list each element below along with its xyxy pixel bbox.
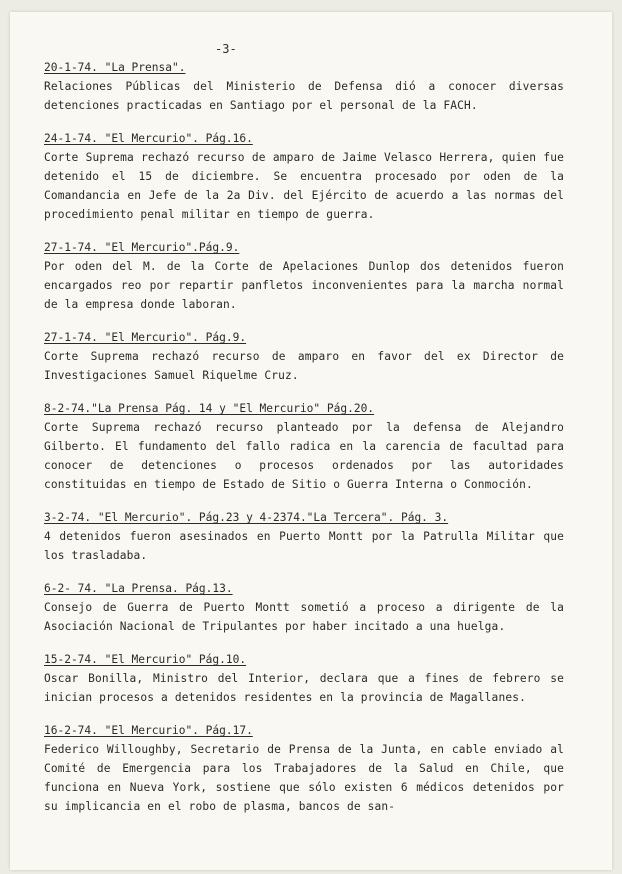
- document-page: [10, 12, 612, 870]
- page-number: -3-: [215, 42, 237, 56]
- entry-body: Corte Suprema rechazó recurso planteado por la defensa de Alejandro Gilberto. El fundamento del fallo radica en la carencia de facultad para conocer de detenciones o procesos ordenados por las autoridades constituidas en tiempo de Estado de Sitio o Guerra Interna o Conmoción.: [44, 421, 564, 491]
- entry-heading: 3-2-74. "El Mercurio". Pág.23 y 4-2374."La Tercera". Pág. 3.: [44, 511, 449, 524]
- entry-heading: 16-2-74. "El Mercurio". Pág.17.: [44, 724, 253, 737]
- entry: [44, 579, 564, 636]
- entry: [44, 238, 564, 314]
- entry-body: Por oden del M. de la Corte de Apelaciones Dunlop dos detenidos fueron encargados reo por repartir panfletos inconvenientes para la marcha normal de la empresa donde laboran.: [44, 260, 564, 311]
- entry-heading: 27-1-74. "El Mercurio".Pág.9.: [44, 241, 240, 254]
- entry: [44, 399, 564, 494]
- entry-heading: 24-1-74. "El Mercurio". Pág.16.: [44, 132, 253, 145]
- entry-heading: 27-1-74. "El Mercurio". Pág.9.: [44, 331, 247, 344]
- entry-heading: 6-2- 74. "La Prensa. Pág.13.: [44, 582, 233, 595]
- entry: [44, 650, 564, 707]
- entry: [44, 328, 564, 385]
- entry: [44, 721, 564, 816]
- entry-heading: 8-2-74."La Prensa Pág. 14 y "El Mercurio" Pág.20.: [44, 402, 375, 415]
- entry-body: Corte Suprema rechazó recurso de amparo en favor del ex Director de Investigaciones Samuel Riquelme Cruz.: [44, 350, 564, 382]
- entry: [44, 129, 564, 224]
- entry-body: Consejo de Guerra de Puerto Montt sometió a proceso a dirigente de la Asociación Nacional de Tripulantes por haber incitado a una huelga.: [44, 601, 564, 633]
- entry-body: Federico Willoughby, Secretario de Prensa de la Junta, en cable enviado al Comité de Emergencia para los Trabajadores de la Salud en Chile, que funciona en Nueva York, sostiene que sólo existen 6 médicos detenidos por su implicancia en el robo de plasma, bancos de san-: [44, 743, 564, 813]
- entry-body: 4 detenidos fueron asesinados en Puerto Montt por la Patrulla Militar que los trasladaba.: [44, 530, 564, 562]
- entry-body: Oscar Bonilla, Ministro del Interior, declara que a fines de febrero se inician procesos a detenidos residentes en la provincia de Magallanes.: [44, 672, 564, 704]
- entry: [44, 58, 564, 115]
- entry-heading: 15-2-74. "El Mercurio" Pág.10.: [44, 653, 247, 666]
- entry-body: Corte Suprema rechazó recurso de amparo de Jaime Velasco Herrera, quien fue detenido el 15 de diciembre. Se encuentra procesado por oden de la Comandancia en Jefe de la 2a Div. del Ejército de acuerdo a las normas del procedimiento penal militar en tiempo de guerra.: [44, 151, 564, 221]
- press-entries: [44, 58, 564, 830]
- entry-heading: 20-1-74. "La Prensa".: [44, 61, 186, 74]
- entry: [44, 508, 564, 565]
- entry-body: Relaciones Públicas del Ministerio de Defensa dió a conocer diversas detenciones practicadas en Santiago por el personal de la FACH.: [44, 80, 564, 112]
